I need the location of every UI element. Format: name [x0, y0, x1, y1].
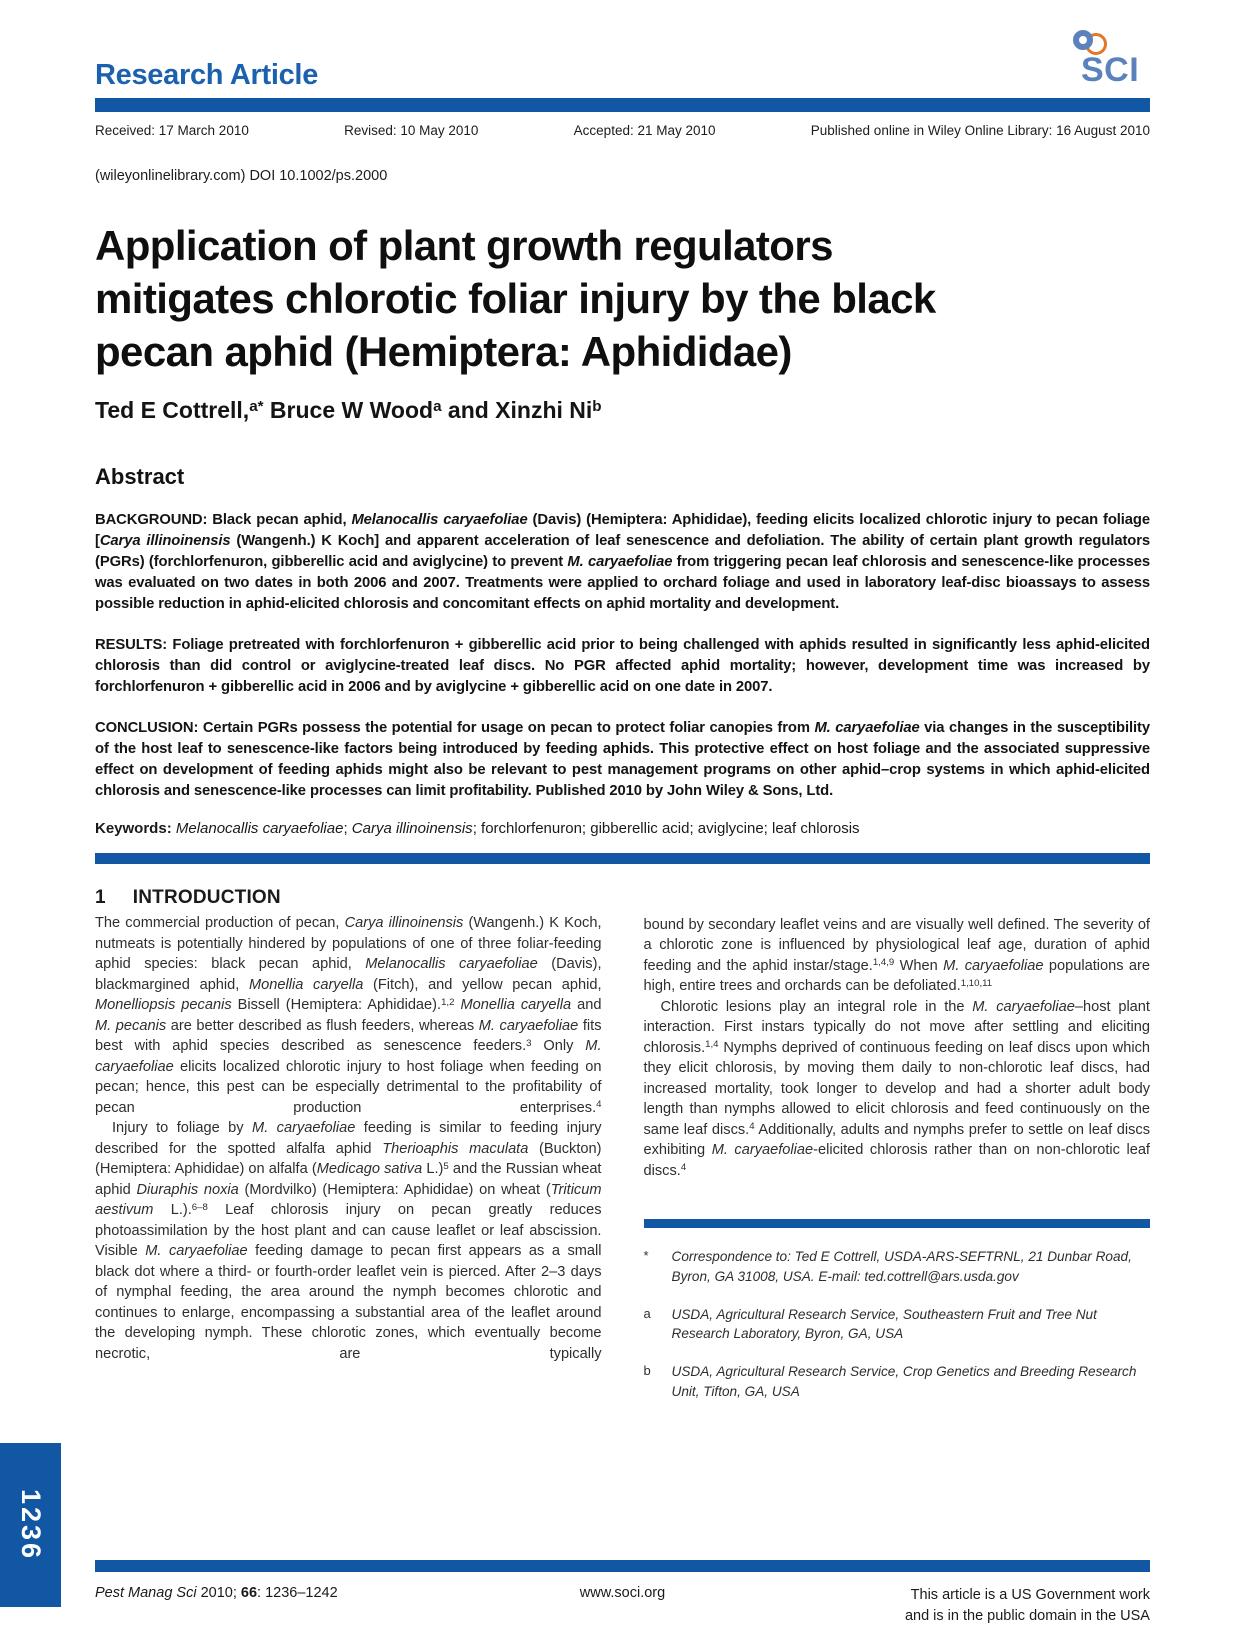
intro-paragraph-4: Chlorotic lesions play an integral role in the M. caryaefoliae–host plant interaction. First instars typically do not move after settling and eliciting chlorosis.$^{1,4}$ Nymphs deprived of continuous feeding on leaf discs upon which they elicit chlorosis, by moving them daily to non-chlorotic leaf discs, had increased mortality, took longer to develop and had a shorter adult body length than nymphs allowed to elicit chlorosis and feed continuously on the same leaf discs.$^4$ Additionally, adults and nymphs prefer to settle on leaf discs exhibiting M. caryaefoliae-elicited chlorosis rather than on non-chlorotic leaf discs.$^4$	[643, 998, 1150, 1179]
keywords-line: Keywords: Melanocallis caryaefoliae; Carya illinoinensis; forchlorfenuron; gibberellic acid; aviglycine; leaf chlorosis	[95, 819, 860, 837]
sci-logo	[1055, 30, 1150, 94]
page-number-tab	[0, 1443, 61, 1607]
published-online-date: Published online in Wiley Online Library: 16 August 2010	[810, 123, 1150, 138]
doi-line: (wileyonlinelibrary.com) DOI 10.1002/ps.2000	[95, 168, 388, 184]
correspondence-note	[644, 1247, 1151, 1286]
footer-row	[95, 1585, 1150, 1627]
abstract-conclusion-paragraph: CONCLUSION: Certain PGRs possess the potential for usage on pecan to protect foliar canopies from M. caryaefoliae via changes in the susceptibility of the host leaf to senescence-like factors being introduced by feeding aphids. This protective effect on host foliage and the associated suppressive effect on development of feeding aphids might also be relevant to pest management programs on other aphid–crop systems in which aphid-elicited chlorosis and senescence-like processes can limit profitability. Published 2010 by John Wiley & Sons, Ltd.	[95, 719, 1150, 799]
affiliation-b-marker: b	[643, 1363, 651, 1379]
section-divider-rule	[95, 853, 1150, 864]
page-footer	[95, 1560, 1150, 1627]
affiliation-b	[644, 1362, 1151, 1401]
copyright-note	[820, 1585, 1150, 1627]
affiliation-a-marker: a	[643, 1305, 651, 1321]
affiliation-a	[644, 1305, 1151, 1344]
right-column	[644, 888, 1151, 1401]
received-date: Received: 17 March 2010	[95, 123, 249, 138]
publisher-url: www.soci.org	[579, 1585, 666, 1601]
section-number: 1	[95, 886, 106, 908]
correspondence-text: Correspondence to: Ted E Cottrell, USDA-ARS-SEFTRNL, 21 Dunbar Road, Byron, GA 31008, USA. E-mail: ted.cottrell@ars.usda.gov	[671, 1249, 1132, 1284]
page-number: 1236	[16, 1488, 46, 1562]
intro-paragraph-1: The commercial production of pecan, Carya illinoinensis (Wangenh.) K Koch, nutmeats is potentially hindered by populations of one of three foliar-feeding aphid species: black pecan aphid, Melanocallis caryaefoliae (Davis), blackmargined aphid, Monellia caryella (Fitch), and yellow pecan aphid, Monelliopsis pecanis Bissell (Hemiptera: Aphididae).$^{1,2}$ Monellia caryella and M. pecanis are better described as flush feeders, whereas M. caryaefoliae fits best with aphid species described as senescence feeders.$^3$ Only M. caryaefoliae elicits localized chlorotic injury to host foliage when feeding on pecan; hence, this pest can be especially detrimental to the profitability of pecan production enterprises.$^4$	[95, 915, 602, 1116]
sci-logo-blue-ring-icon	[1073, 30, 1093, 50]
header-rule	[95, 98, 1150, 112]
abstract-results-paragraph: RESULTS: Foliage pretreated with forchlorfenuron + gibberellic acid prior to being challenged with aphids resulted in significantly less aphid-elicited chlorosis than did control or aviglycine-treated leaf discs. No PGR affected aphid mortality; however, development time was increased by forchlorfenuron + gibberellic acid in 2006 and by aviglycine + gibberellic acid on one date in 2007.	[95, 636, 1150, 695]
article-header	[95, 0, 1150, 94]
footnote-rule	[644, 1219, 1151, 1228]
journal-citation: Pest Manag Sci 2010; 66: 1236–1242	[95, 1585, 338, 1601]
copyright-line-1: This article is a US Government work	[910, 1587, 1150, 1603]
article-title-line-1: Application of plant growth regulators	[95, 222, 833, 269]
intro-paragraph-3: bound by secondary leaflet veins and are visually well defined. The severity of a chlorotic zone is influenced by physiological leaf age, duration of aphid feeding and the aphid instar/stage.$^{1,4,9}$ When M. caryaefoliae populations are high, entire trees and orchards can be defoliated.$^{1,10,11}$	[643, 916, 1151, 995]
body-columns	[95, 888, 1150, 1401]
revised-date: Revised: 10 May 2010	[344, 123, 479, 138]
authors-line: Ted E Cottrell,$^{a*}$ Bruce W Wood$^a$ and Xinzhi Ni$^b$	[95, 396, 602, 423]
page-content	[95, 0, 1150, 1401]
section-title: INTRODUCTION	[132, 886, 281, 908]
article-title-line-3: pecan aphid (Hemiptera: Aphididae)	[95, 327, 792, 375]
accepted-date: Accepted: 21 May 2010	[573, 123, 716, 138]
intro-paragraph-2: Injury to foliage by M. caryaefoliae feeding is similar to feeding injury described for the spotted alfalfa aphid Therioaphis maculata (Buckton) (Hemiptera: Aphididae) on alfalfa (Medicago sativa L.)$^5$ and the Russian wheat aphid Diuraphis noxia (Mordvilko) (Hemiptera: Aphididae) on wheat (Triticum aestivum L.).$^{6-8}$ Leaf chlorosis injury on pecan greatly reduces photoassimilation by the host plant and can cause leaflet or leaf abscission. Visible M. caryaefoliae feeding damage to pecan first appears as a small black dot where a third- or fourth-order leaflet vein is pierced. After 2–3 days of nymphal feeding, the area around the nymph becomes chlorotic and continues to enlarge, encompassing a substantial area of the leaflet around the developing nymph. These chlorotic zones, which eventually become necrotic, are typically	[95, 1120, 602, 1362]
sci-logo-text: SCI	[1081, 51, 1140, 89]
abstract-heading: Abstract	[95, 463, 185, 489]
article-title	[95, 220, 1150, 379]
dates-row	[95, 123, 1150, 138]
footer-rule	[95, 1560, 1150, 1572]
copyright-line-2: and is in the public domain in the USA	[904, 1608, 1150, 1625]
correspondence-marker: *	[643, 1248, 649, 1264]
article-title-line-2: mitigates chlorotic foliar injury by the black	[95, 274, 936, 322]
abstract-background-paragraph: BACKGROUND: Black pecan aphid, Melanocallis caryaefoliae (Davis) (Hemiptera: Aphididae), feeding elicits localized chlorotic injury to pecan foliage [Carya illinoinensis (Wangenh.) K Koch] and apparent acceleration of leaf senescence and defoliation. The ability of certain plant growth regulators (PGRs) (forchlorfenuron, gibberellic acid and aviglycine) to prevent M. caryaefoliae from triggering pecan leaf chlorosis and senescence-like processes was evaluated on two dates in both 2006 and 2007. Treatments were applied to orchard foliage and used in laboratory leaf-disc bioassays to assess possible reduction in aphid-elicited chlorosis and concomitant effects on aphid mortality and development.	[95, 511, 1151, 612]
article-type-label: Research Article	[95, 59, 319, 91]
introduction-heading	[95, 888, 602, 909]
affiliation-a-text: USDA, Agricultural Research Service, Southeastern Fruit and Tree Nut Research Laboratory, Byron, GA, USA	[671, 1306, 1097, 1342]
affiliation-b-text: USDA, Agricultural Research Service, Crop Genetics and Breeding Research Unit, Tifton, GA, USA	[671, 1364, 1137, 1399]
left-column	[95, 888, 602, 1401]
